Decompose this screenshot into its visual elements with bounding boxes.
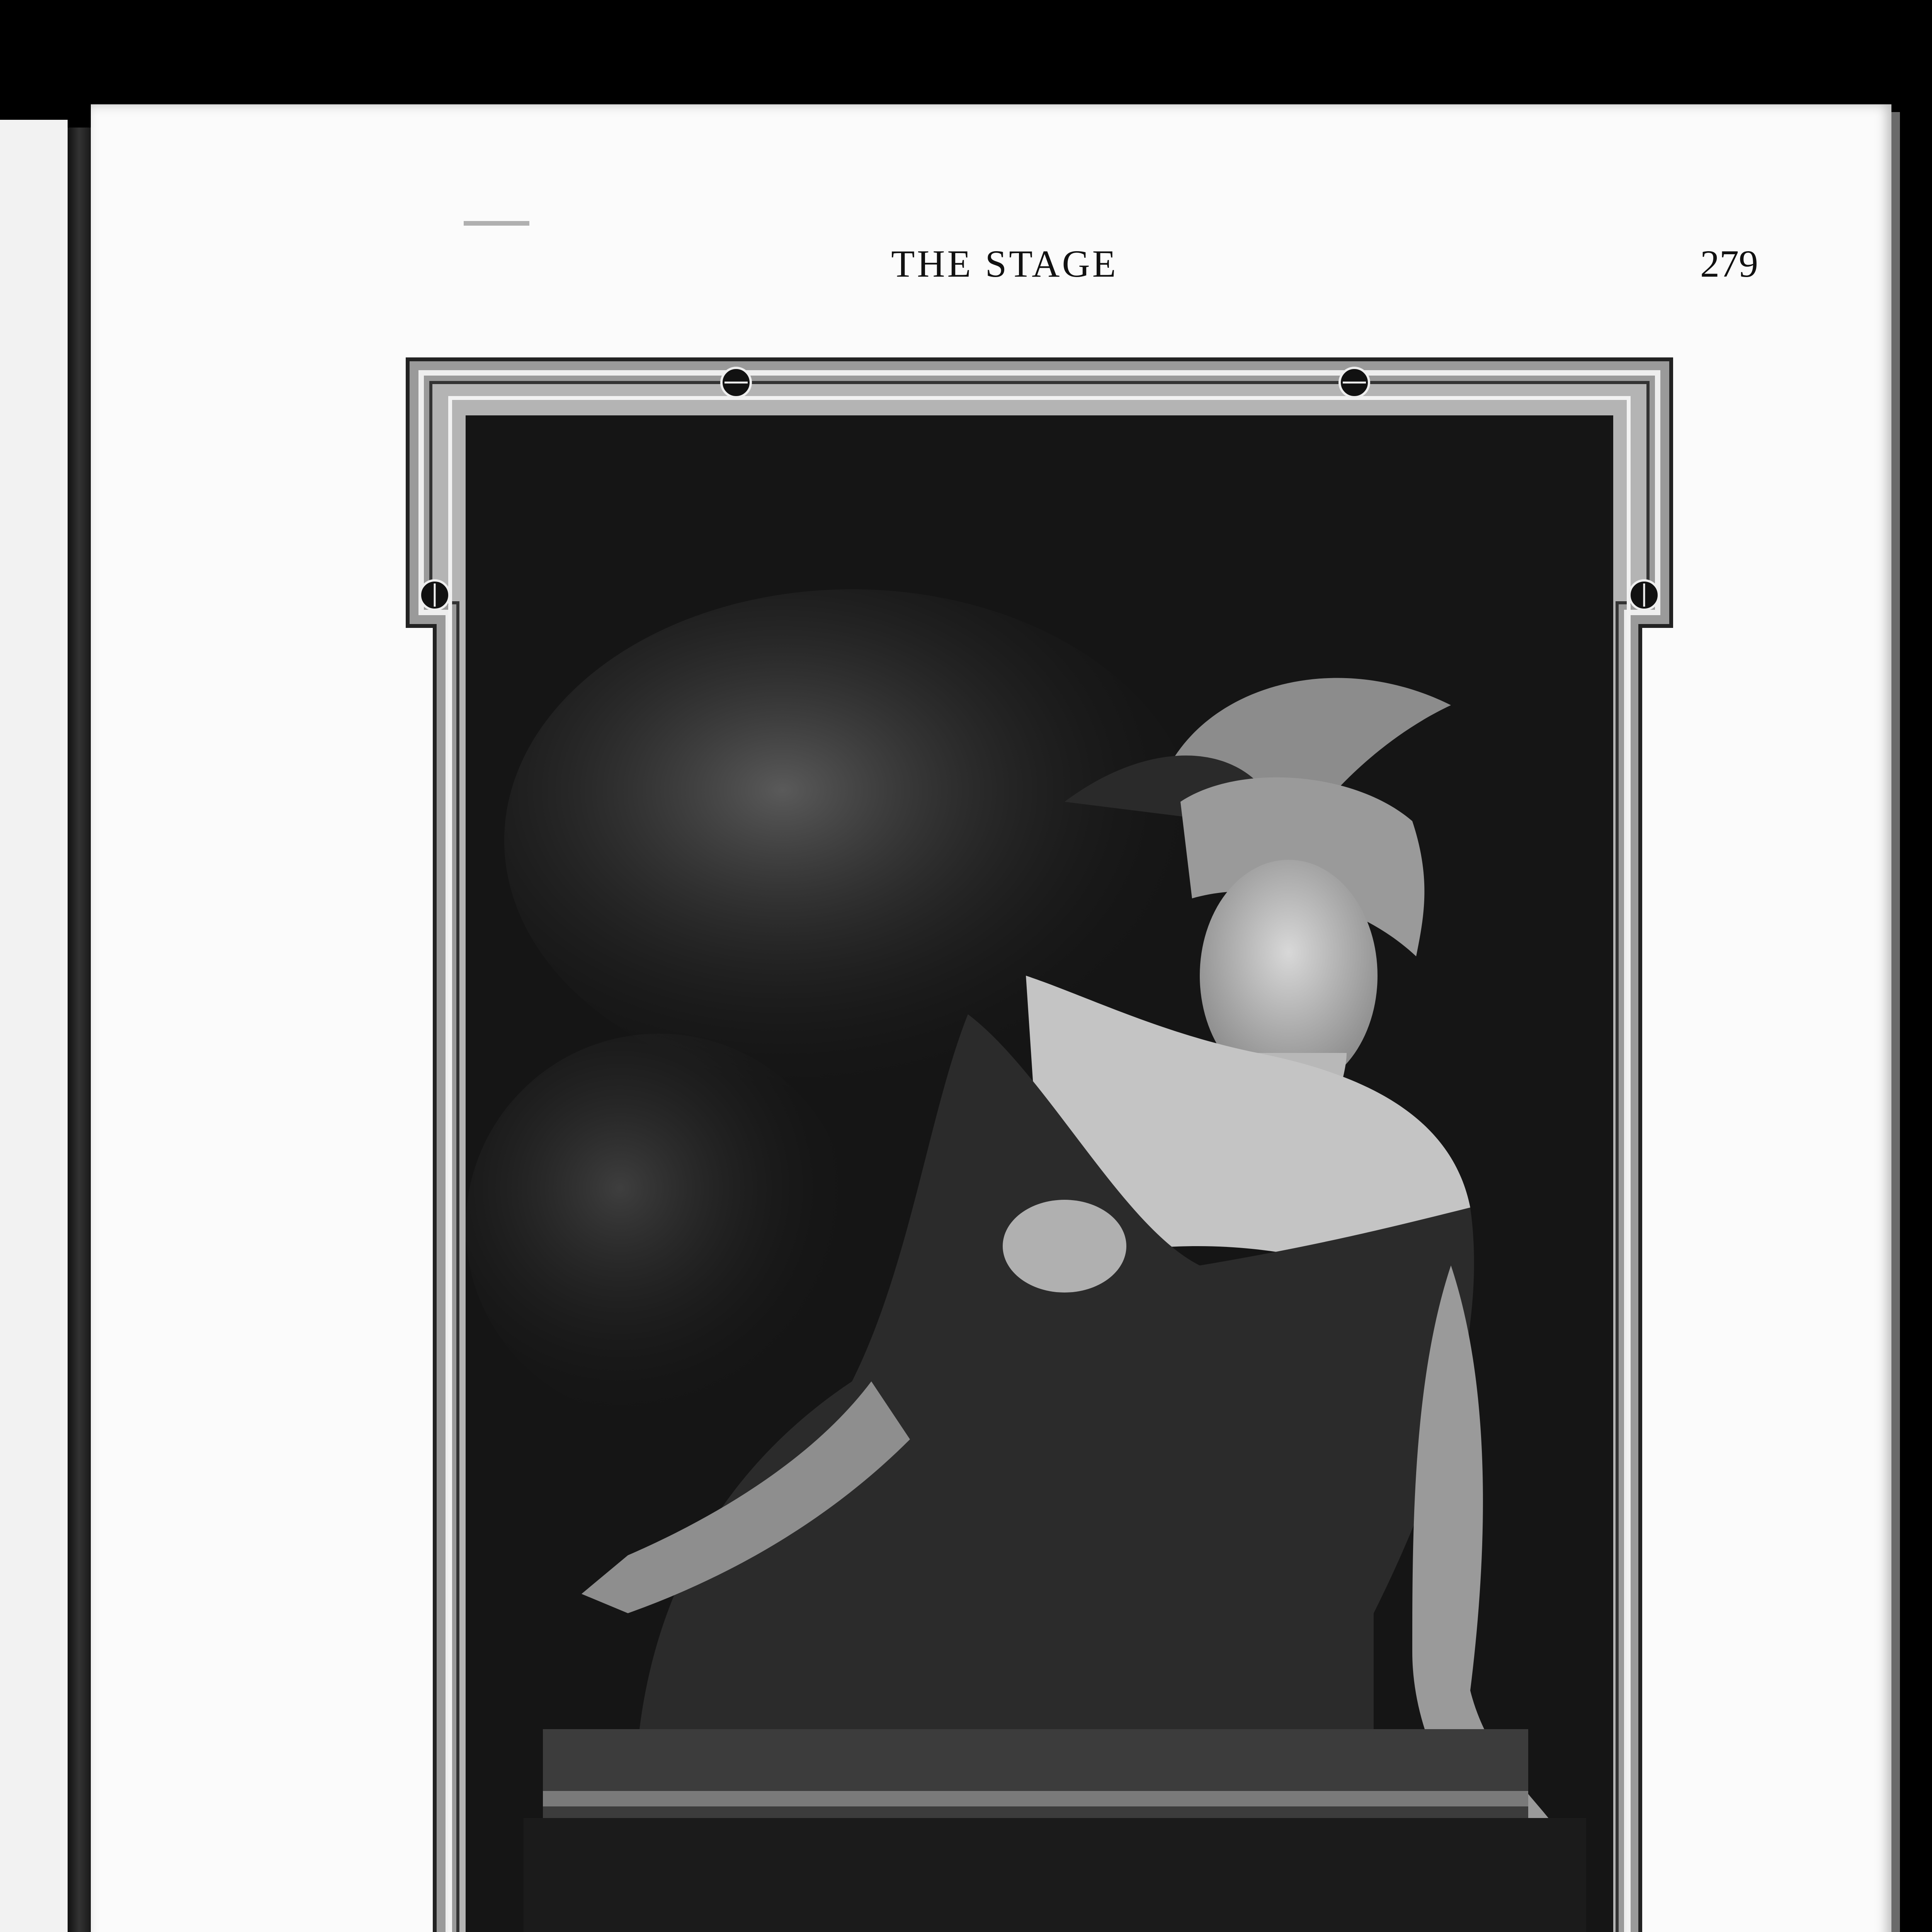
scan-artifact <box>464 221 529 226</box>
page-edge-shadow <box>1891 112 1900 1932</box>
previous-page-edge <box>0 120 68 1932</box>
running-header-title: THE STAGE <box>891 242 1118 285</box>
book-spine <box>68 128 91 1932</box>
portrait-photograph <box>466 415 1613 1932</box>
page-number: 279 <box>1700 242 1758 285</box>
